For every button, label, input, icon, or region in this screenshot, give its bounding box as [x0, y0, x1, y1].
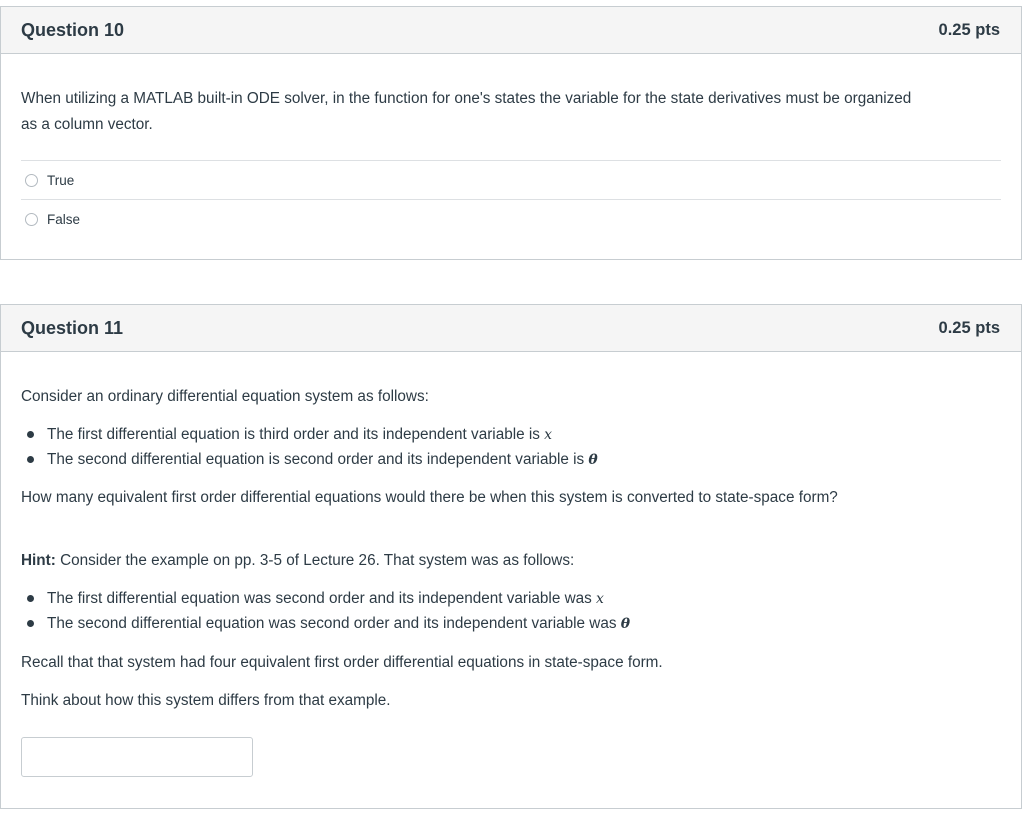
question-11-intro: Consider an ordinary differential equation system as follows: — [21, 388, 429, 405]
variable-theta: θ — [620, 616, 631, 632]
radio-false[interactable] — [25, 213, 38, 226]
question-10-text-line2: as a column vector. — [21, 116, 153, 133]
bullet-text: The first differential equation was second order and its independent variable was — [47, 590, 597, 607]
bullet-dot — [27, 431, 34, 438]
question-11-title: Question 11 — [21, 318, 124, 338]
variable-theta: θ — [588, 452, 598, 468]
bullet-dot — [27, 456, 34, 463]
variable-x: x — [596, 591, 604, 607]
hint-bullet-item — [27, 586, 604, 612]
question-10-header — [1, 7, 1021, 54]
answer-divider — [21, 199, 1001, 200]
think-text: Think about how this system differs from that example. — [21, 692, 391, 709]
answer-label-true: True — [47, 172, 75, 188]
question-10-card — [0, 6, 1022, 260]
hint-bullet-item — [27, 611, 630, 637]
hint-paragraph — [21, 548, 574, 573]
bullet-dot — [27, 620, 34, 627]
radio-true[interactable] — [25, 174, 38, 187]
bullet-text: The first differential equation is third order and its independent variable is — [47, 426, 545, 443]
question-10-text-line1: When utilizing a MATLAB built-in ODE solver, in the function for one's states the variable for the state derivatives must be organized — [21, 90, 912, 107]
answer-input[interactable] — [21, 737, 253, 777]
question-10-points: 0.25 pts — [938, 21, 1000, 39]
bullet-dot — [27, 595, 34, 602]
question-11-question: How many equivalent first order differential equations would there be when this system is converted to state-space form? — [21, 489, 838, 506]
bullet-item — [27, 422, 552, 448]
question-11-card — [0, 304, 1022, 809]
answer-divider — [21, 160, 1001, 161]
answer-label-false: False — [47, 211, 81, 227]
bullet-item — [27, 447, 598, 473]
bullet-text: The second differential equation is second order and its independent variable is — [47, 451, 589, 468]
hint-text: Consider the example on pp. 3-5 of Lecture 26. That system was as follows: — [55, 552, 575, 569]
question-10-title: Question 10 — [21, 20, 125, 40]
question-11-header — [1, 305, 1021, 352]
question-11-points: 0.25 pts — [938, 319, 1000, 337]
bullet-text: The second differential equation was second order and its independent variable was — [47, 615, 621, 632]
variable-x: x — [544, 427, 553, 443]
recall-text: Recall that that system had four equivalent first order differential equations in state-space form. — [21, 654, 663, 671]
answer-option-true[interactable] — [25, 170, 74, 190]
hint-label: Hint: — [21, 552, 56, 569]
answer-option-false[interactable] — [25, 209, 80, 229]
